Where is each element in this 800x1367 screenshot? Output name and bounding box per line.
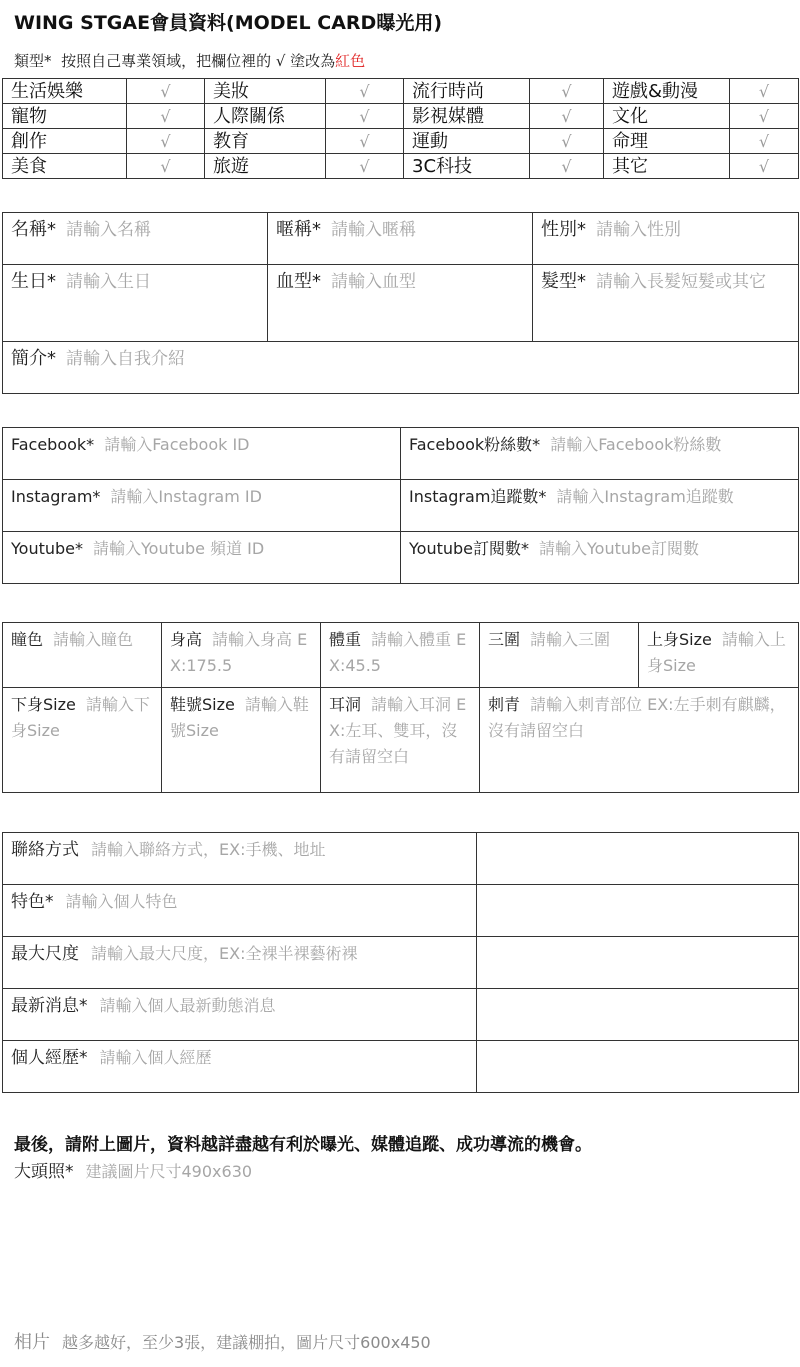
youtube-subs-label: Youtube訂閱數*	[409, 539, 529, 558]
category-checkmark[interactable]: √	[730, 104, 799, 129]
album-label: 相片	[14, 1332, 50, 1353]
name-placeholder: 請輸入名稱	[66, 220, 151, 240]
max-scale-placeholder: 請輸入最大尺度，EX:全裸半裸藝術裸	[91, 944, 358, 963]
nickname-field[interactable]	[268, 213, 532, 247]
headshot-upload[interactable]	[14, 1157, 252, 1182]
intro-field[interactable]	[3, 342, 798, 376]
headshot-label: 大頭照*	[14, 1162, 74, 1182]
category-checkmark[interactable]: √	[530, 154, 604, 179]
facebook-placeholder: 請輸入Facebook ID	[104, 435, 250, 454]
eye-color-label: 瞳色	[11, 630, 44, 649]
instagram-field[interactable]	[3, 480, 400, 514]
instagram-followers-field[interactable]	[401, 480, 798, 514]
category-label: 遊戲&動漫	[604, 79, 730, 104]
height-label: 身高	[170, 630, 203, 649]
eye-color-field[interactable]	[3, 623, 161, 657]
extra-info-table	[2, 832, 799, 1093]
category-checkmark[interactable]: √	[326, 154, 404, 179]
instagram-followers-placeholder: 請輸入Instagram追蹤數	[556, 487, 734, 506]
category-label: 寵物	[3, 104, 127, 129]
weight-placeholder: 請輸入體重 EX:45.5	[329, 630, 467, 675]
contact-label: 聯絡方式	[11, 840, 79, 860]
category-checkmark[interactable]: √	[730, 129, 799, 154]
category-label: 影視媒體	[404, 104, 530, 129]
birthday-placeholder: 請輸入生日	[66, 272, 151, 292]
intro-placeholder: 請輸入自我介紹	[66, 349, 185, 369]
category-table	[2, 78, 799, 179]
lower-size-label: 下身Size	[11, 695, 76, 714]
category-checkmark[interactable]: √	[127, 129, 205, 154]
category-label: 人際關係	[205, 104, 326, 129]
hair-style-placeholder: 請輸入長髮短髮或其它	[596, 272, 766, 292]
news-label: 最新消息*	[11, 996, 88, 1016]
facebook-fans-field[interactable]	[401, 428, 798, 462]
instruction-text: 按照自己專業領域，把欄位裡的 √ 塗改為	[61, 52, 336, 70]
headshot-hint: 建議圖片尺寸490x630	[85, 1162, 253, 1181]
social-table	[2, 427, 799, 584]
tattoo-label: 刺青	[488, 695, 521, 714]
instruction-red-text: 紅色	[335, 52, 366, 70]
intro-label: 簡介*	[11, 348, 56, 369]
category-checkmark[interactable]: √	[127, 104, 205, 129]
measurements-field[interactable]	[480, 623, 638, 657]
album-upload[interactable]	[14, 1328, 431, 1354]
feature-placeholder: 請輸入個人特色	[65, 892, 178, 911]
news-value-cell[interactable]	[477, 989, 799, 1041]
shoe-size-label: 鞋號Size	[170, 695, 235, 714]
instagram-label: Instagram*	[11, 487, 101, 506]
category-label: 命理	[604, 129, 730, 154]
hair-style-label: 髮型*	[541, 271, 586, 292]
experience-placeholder: 請輸入個人經歷	[99, 1048, 212, 1067]
hair-style-field[interactable]	[533, 265, 798, 299]
tattoo-field[interactable]	[480, 688, 798, 748]
type-instruction	[14, 50, 365, 71]
upper-size-label: 上身Size	[647, 630, 712, 649]
ear-piercing-label: 耳洞	[329, 695, 362, 714]
contact-value-cell[interactable]	[477, 833, 799, 885]
facebook-fans-placeholder: 請輸入Facebook粉絲數	[550, 435, 722, 454]
category-row	[3, 79, 799, 104]
category-checkmark[interactable]: √	[530, 79, 604, 104]
shoe-size-field[interactable]	[162, 688, 320, 748]
lower-size-field[interactable]	[3, 688, 161, 748]
instagram-placeholder: 請輸入Instagram ID	[110, 487, 262, 506]
shoe-size-placeholder: 請輸入鞋號Size	[170, 695, 309, 740]
category-checkmark[interactable]: √	[127, 79, 205, 104]
category-label: 3C科技	[404, 154, 530, 179]
feature-value-cell[interactable]	[477, 885, 799, 937]
youtube-label: Youtube*	[11, 539, 83, 558]
height-placeholder: 請輸入身高 EX:175.5	[170, 630, 308, 675]
category-checkmark[interactable]: √	[530, 104, 604, 129]
upper-size-field[interactable]	[639, 623, 798, 683]
weight-label: 體重	[329, 630, 362, 649]
basic-info-table	[2, 212, 799, 394]
weight-field[interactable]	[321, 623, 479, 683]
category-checkmark[interactable]: √	[530, 129, 604, 154]
category-label: 旅遊	[205, 154, 326, 179]
category-label: 教育	[205, 129, 326, 154]
facebook-field[interactable]	[3, 428, 400, 462]
blood-type-field[interactable]	[268, 265, 532, 299]
instagram-followers-label: Instagram追蹤數*	[409, 487, 547, 506]
category-label: 文化	[604, 104, 730, 129]
height-field[interactable]	[162, 623, 320, 683]
category-label: 美食	[3, 154, 127, 179]
eye-color-placeholder: 請輸入瞳色	[53, 630, 134, 649]
gender-label: 性別*	[541, 219, 586, 240]
ear-piercing-placeholder: 請輸入耳洞 EX:左耳、雙耳，沒有請留空白	[329, 695, 467, 766]
category-label: 生活娛樂	[3, 79, 127, 104]
body-table	[2, 622, 799, 793]
category-row	[3, 129, 799, 154]
category-row	[3, 154, 799, 179]
max-scale-value-cell[interactable]	[477, 937, 799, 989]
contact-placeholder: 請輸入聯絡方式，EX:手機、地址	[91, 840, 326, 859]
category-checkmark[interactable]: √	[127, 154, 205, 179]
youtube-field[interactable]	[3, 532, 400, 566]
final-note: 最後，請附上圖片，資料越詳盡越有利於曝光、媒體追蹤、成功導流的機會。	[14, 1135, 592, 1155]
experience-label: 個人經歷*	[11, 1048, 88, 1068]
news-placeholder: 請輸入個人最新動態消息	[99, 996, 276, 1015]
lower-size-placeholder: 請輸入下身Size	[11, 695, 150, 740]
category-label: 運動	[404, 129, 530, 154]
gender-field[interactable]	[533, 213, 798, 247]
category-checkmark[interactable]: √	[326, 104, 404, 129]
name-label: 名稱*	[11, 219, 56, 240]
name-field[interactable]	[3, 213, 267, 247]
type-label: 類型*	[14, 52, 52, 70]
facebook-label: Facebook*	[11, 435, 95, 454]
measurements-placeholder: 請輸入三圍	[530, 630, 611, 649]
category-label: 其它	[604, 154, 730, 179]
category-label: 創作	[3, 129, 127, 154]
ear-piercing-field[interactable]	[321, 688, 479, 774]
facebook-fans-label: Facebook粉絲數*	[409, 435, 541, 454]
youtube-subs-placeholder: 請輸入Youtube訂閱數	[539, 539, 699, 558]
category-label: 美妝	[205, 79, 326, 104]
max-scale-field[interactable]	[3, 937, 476, 971]
gender-placeholder: 請輸入性別	[596, 220, 681, 240]
page-title: WING STGAE會員資料(MODEL CARD曝光用)	[14, 12, 443, 34]
youtube-subs-field[interactable]	[401, 532, 798, 566]
category-row	[3, 104, 799, 129]
feature-field[interactable]	[3, 885, 476, 919]
experience-value-cell[interactable]	[477, 1041, 799, 1093]
tattoo-placeholder: 請輸入刺青部位 EX:左手刺有麒麟，沒有請留空白	[488, 695, 786, 740]
category-checkmark[interactable]: √	[326, 79, 404, 104]
birthday-field[interactable]	[3, 265, 267, 299]
nickname-label: 暱稱*	[276, 219, 321, 240]
contact-field[interactable]	[3, 833, 476, 867]
category-checkmark[interactable]: √	[326, 129, 404, 154]
youtube-placeholder: 請輸入Youtube 頻道 ID	[93, 539, 265, 558]
album-hint: 越多越好，至少3張，建議棚拍，圖片尺寸600x450	[62, 1333, 431, 1352]
category-label: 流行時尚	[404, 79, 530, 104]
measurements-label: 三圍	[488, 630, 521, 649]
blood-type-label: 血型*	[276, 271, 321, 292]
birthday-label: 生日*	[11, 271, 56, 292]
max-scale-label: 最大尺度	[11, 944, 79, 964]
category-checkmark[interactable]: √	[730, 79, 799, 104]
news-field[interactable]	[3, 989, 476, 1023]
blood-type-placeholder: 請輸入血型	[331, 272, 416, 292]
category-checkmark[interactable]: √	[730, 154, 799, 179]
feature-label: 特色*	[11, 892, 54, 912]
experience-field[interactable]	[3, 1041, 476, 1075]
upper-size-placeholder: 請輸入上身Size	[647, 630, 786, 675]
nickname-placeholder: 請輸入暱稱	[331, 220, 416, 240]
